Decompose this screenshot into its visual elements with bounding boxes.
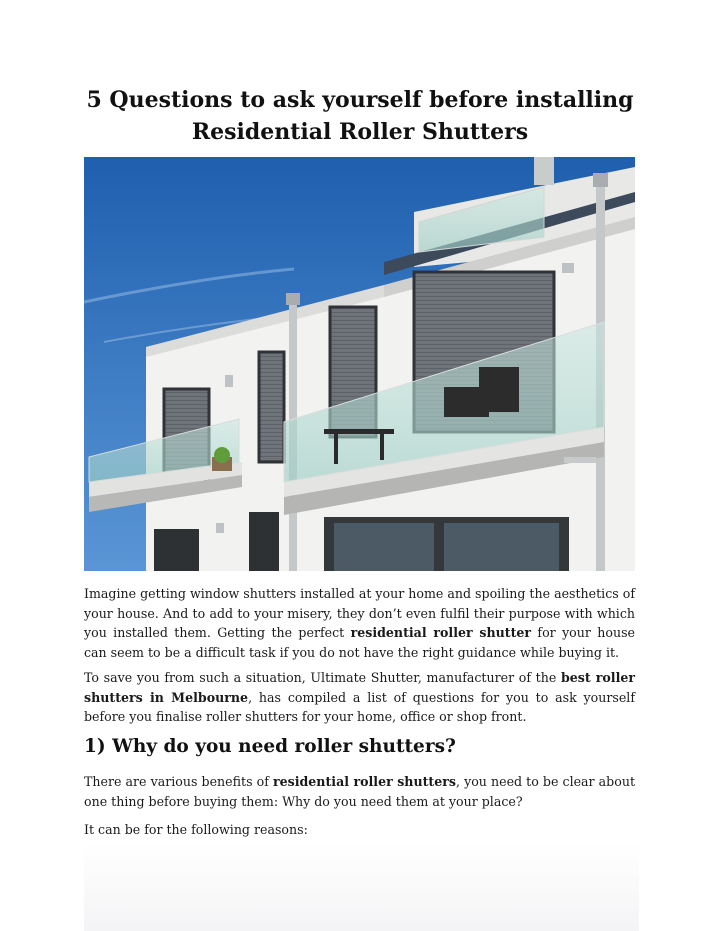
title-line-1: 5 Questions to ask yourself before installing: [86, 87, 634, 113]
para3-text-1: There are various benefits of: [84, 774, 273, 789]
section-1-heading: 1) Why do you need roller shutters?: [84, 736, 456, 757]
keyword-best-roller-shutters-melbourne: best roller shutters in Melbourne: [84, 670, 635, 705]
para2-text-2: , has compiled a list of questions for you to ask yourself before you finalise roller shutters for your home, office or shop front.: [84, 689, 635, 724]
keyword-residential-roller-shutter: residential roller shutter: [350, 625, 532, 640]
benefits-paragraph: [84, 772, 635, 811]
company-paragraph: [84, 668, 635, 727]
page-title: [60, 84, 660, 148]
keyword-residential-roller-shutters: residential roller shutters: [272, 774, 456, 789]
reasons-intro: It can be for the following reasons:: [84, 822, 308, 837]
intro-text-2: for your house can seem to be a difficult task if you do not have the right guidance while buying it.: [84, 625, 635, 660]
hero-building-photo: [84, 157, 635, 571]
page-fade: [84, 842, 639, 931]
title-line-2: Residential Roller Shutters: [191, 119, 529, 145]
para3-text-2: , you need to be clear about one thing before buying them: Why do you need them at your place?: [84, 774, 636, 809]
intro-paragraph: [84, 584, 635, 662]
intro-text-1: Imagine getting window shutters installed at your home and spoiling the aesthetics of your house. And to add to your misery, they don’t even fulfil their purpose with which you installed them. Getting the perfect: [84, 586, 635, 640]
building-illustration: [84, 157, 635, 571]
para2-text-1: To save you from such a situation, Ultimate Shutter, manufacturer of the: [84, 670, 561, 685]
